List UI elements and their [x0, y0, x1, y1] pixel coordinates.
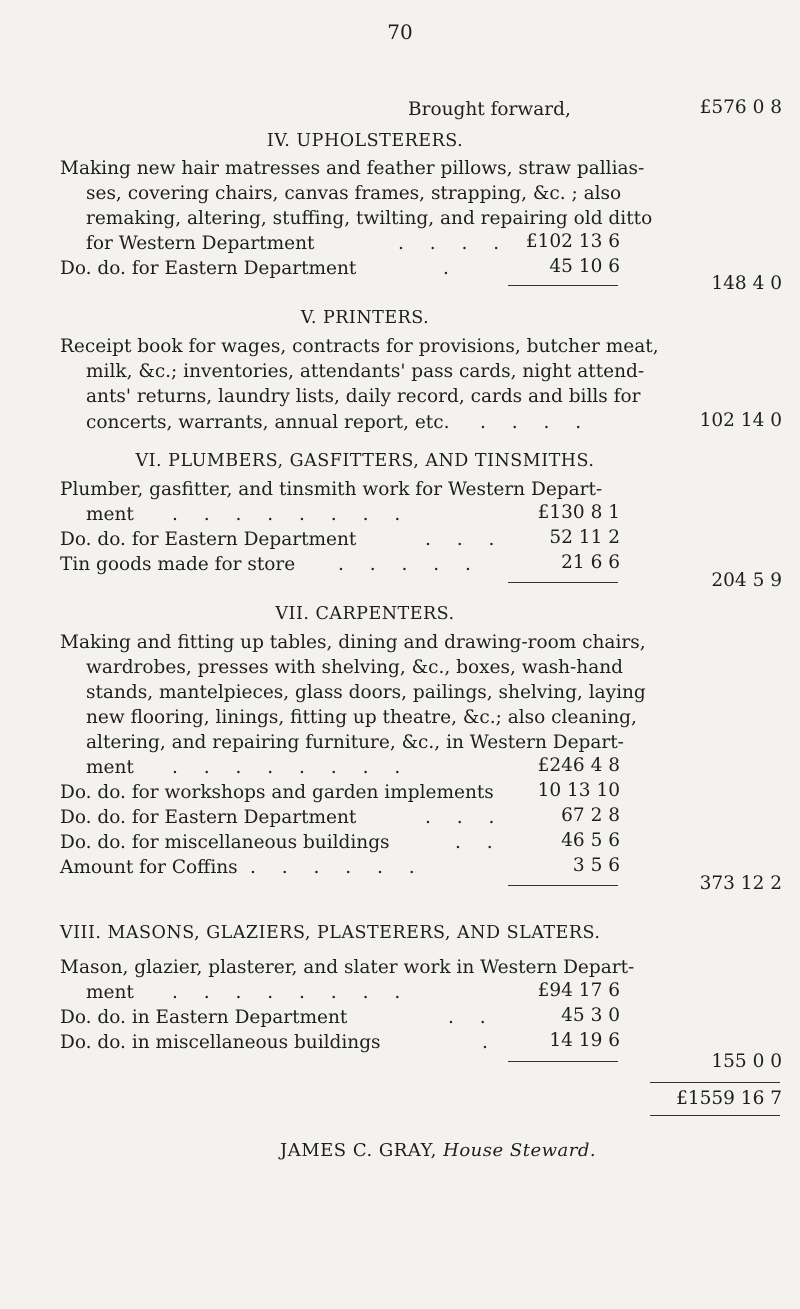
carpenters-line-5: altering, and repairing furniture, &c., in Western Depart- [86, 732, 624, 753]
carpenters-item-amount: 46 5 6 [561, 830, 620, 851]
leader-dots: . . . . . . . . [172, 982, 411, 1003]
upholsterers-total: 148 4 0 [711, 273, 782, 294]
printers-total: 102 14 0 [699, 410, 782, 431]
carpenters-line-1: Making and fitting up tables, dining and drawing-room chairs, [60, 632, 646, 653]
carpenters-item-amount: 10 13 10 [537, 780, 620, 801]
subtotal-rule [508, 1061, 618, 1062]
masons-item-amount: 45 3 0 [561, 1005, 620, 1026]
upholsterers-line-3: remaking, altering, stuffing, twilting, and repairing old ditto [86, 208, 653, 229]
leader-dots: . . [448, 1007, 496, 1028]
leader-dots: . . . . . . . . [172, 504, 411, 525]
carpenters-item-label: Do. do. for workshops and garden implements [60, 782, 494, 803]
plumbers-line-1: Plumber, gasfitter, and tinsmith work for Western Depart- [60, 479, 603, 500]
grand-total: £1559 16 7 [676, 1088, 782, 1109]
leader-dots: . . [455, 832, 503, 853]
masons-item-amount: £94 17 6 [537, 980, 620, 1001]
carpenters-item-label: Do. do. for Eastern Department [60, 807, 357, 828]
leader-dots: . . . . . . [250, 857, 425, 878]
carpenters-item-amount: £246 4 8 [537, 755, 620, 776]
grand-total-rule-top [650, 1082, 780, 1083]
leader-dots: . [482, 1032, 498, 1053]
carpenters-item-label: ment [86, 757, 134, 778]
signature-title: House Steward. [443, 1140, 597, 1161]
page-number: 70 [387, 20, 413, 44]
carpenters-item-label: Do. do. for miscellaneous buildings [60, 832, 390, 853]
leader-dots: . . . . [480, 412, 592, 433]
leader-dots: . . . . . [338, 554, 481, 575]
section-heading-printers: V. PRINTERS. [300, 308, 430, 328]
plumbers-item-label: ment [86, 504, 134, 525]
printers-line-1: Receipt book for wages, contracts for provisions, butcher meat, [60, 336, 659, 357]
plumbers-item-amount: 21 6 6 [561, 552, 620, 573]
upholsterers-item-label: for Western Department [86, 233, 315, 254]
leader-dots: . . . . . . . . [172, 757, 411, 778]
carpenters-line-2: wardrobes, presses with shelving, &c., boxes, wash-hand [86, 657, 623, 678]
leader-dots: . . . . [398, 233, 510, 254]
masons-line-1: Mason, glazier, plasterer, and slater work in Western Depart- [60, 957, 635, 978]
plumbers-item-amount: £130 8 1 [537, 502, 620, 523]
carpenters-line-3: stands, mantelpieces, glass doors, pailings, shelving, laying [86, 682, 646, 703]
printers-line-2: milk, &c.; inventories, attendants' pass cards, night attend- [86, 361, 645, 382]
signature-name: JAMES C. GRAY, [280, 1140, 437, 1161]
masons-item-amount: 14 19 6 [549, 1030, 620, 1051]
masons-item-label: Do. do. in Eastern Department [60, 1007, 348, 1028]
carpenters-item-amount: 67 2 8 [561, 805, 620, 826]
upholsterers-item-amount: 45 10 6 [549, 256, 620, 277]
subtotal-rule [508, 285, 618, 286]
upholsterers-item-label: Do. do. for Eastern Department [60, 258, 357, 279]
plumbers-item-amount: 52 11 2 [549, 527, 620, 548]
carpenters-item-label: Amount for Coffins [60, 857, 238, 878]
plumbers-item-label: Tin goods made for store [60, 554, 296, 575]
subtotal-rule [508, 582, 618, 583]
plumbers-item-label: Do. do. for Eastern Department [60, 529, 357, 550]
subtotal-rule [508, 885, 618, 886]
grand-total-rule-bottom [650, 1115, 780, 1116]
section-heading-upholsterers: IV. UPHOLSTERERS. [266, 131, 464, 151]
signature [280, 1140, 596, 1161]
section-heading-carpenters: VII. CARPENTERS. [275, 604, 455, 624]
section-heading-plumbers: VI. PLUMBERS, GASFITTERS, AND TINSMITHS. [135, 451, 595, 471]
section-heading-masons: VIII. MASONS, GLAZIERS, PLASTERERS, AND SLATERS. [60, 923, 601, 943]
carpenters-item-amount: 3 5 6 [572, 855, 620, 876]
masons-item-label: ment [86, 982, 134, 1003]
masons-item-label: Do. do. in miscellaneous buildings [60, 1032, 381, 1053]
carpenters-total: 373 12 2 [699, 873, 782, 894]
carpenters-line-4: new flooring, linings, fitting up theatre, &c.; also cleaning, [86, 707, 637, 728]
upholsterers-line-2: ses, covering chairs, canvas frames, strapping, &c. ; also [86, 183, 622, 204]
masons-total: 155 0 0 [711, 1051, 782, 1072]
upholsterers-line-1: Making new hair matresses and feather pillows, straw pallias- [60, 158, 645, 179]
printers-line-4: concerts, warrants, annual report, etc. [86, 412, 450, 433]
plumbers-total: 204 5 9 [711, 570, 782, 591]
brought-forward-amount: £576 0 8 [699, 97, 782, 118]
leader-dots: . . . [425, 807, 505, 828]
leader-dots: . [443, 258, 459, 279]
brought-forward-label: Brought forward, [408, 99, 571, 120]
upholsterers-item-amount: £102 13 6 [525, 231, 620, 252]
printers-line-3: ants' returns, laundry lists, daily record, cards and bills for [86, 386, 641, 407]
leader-dots: . . . [425, 529, 505, 550]
